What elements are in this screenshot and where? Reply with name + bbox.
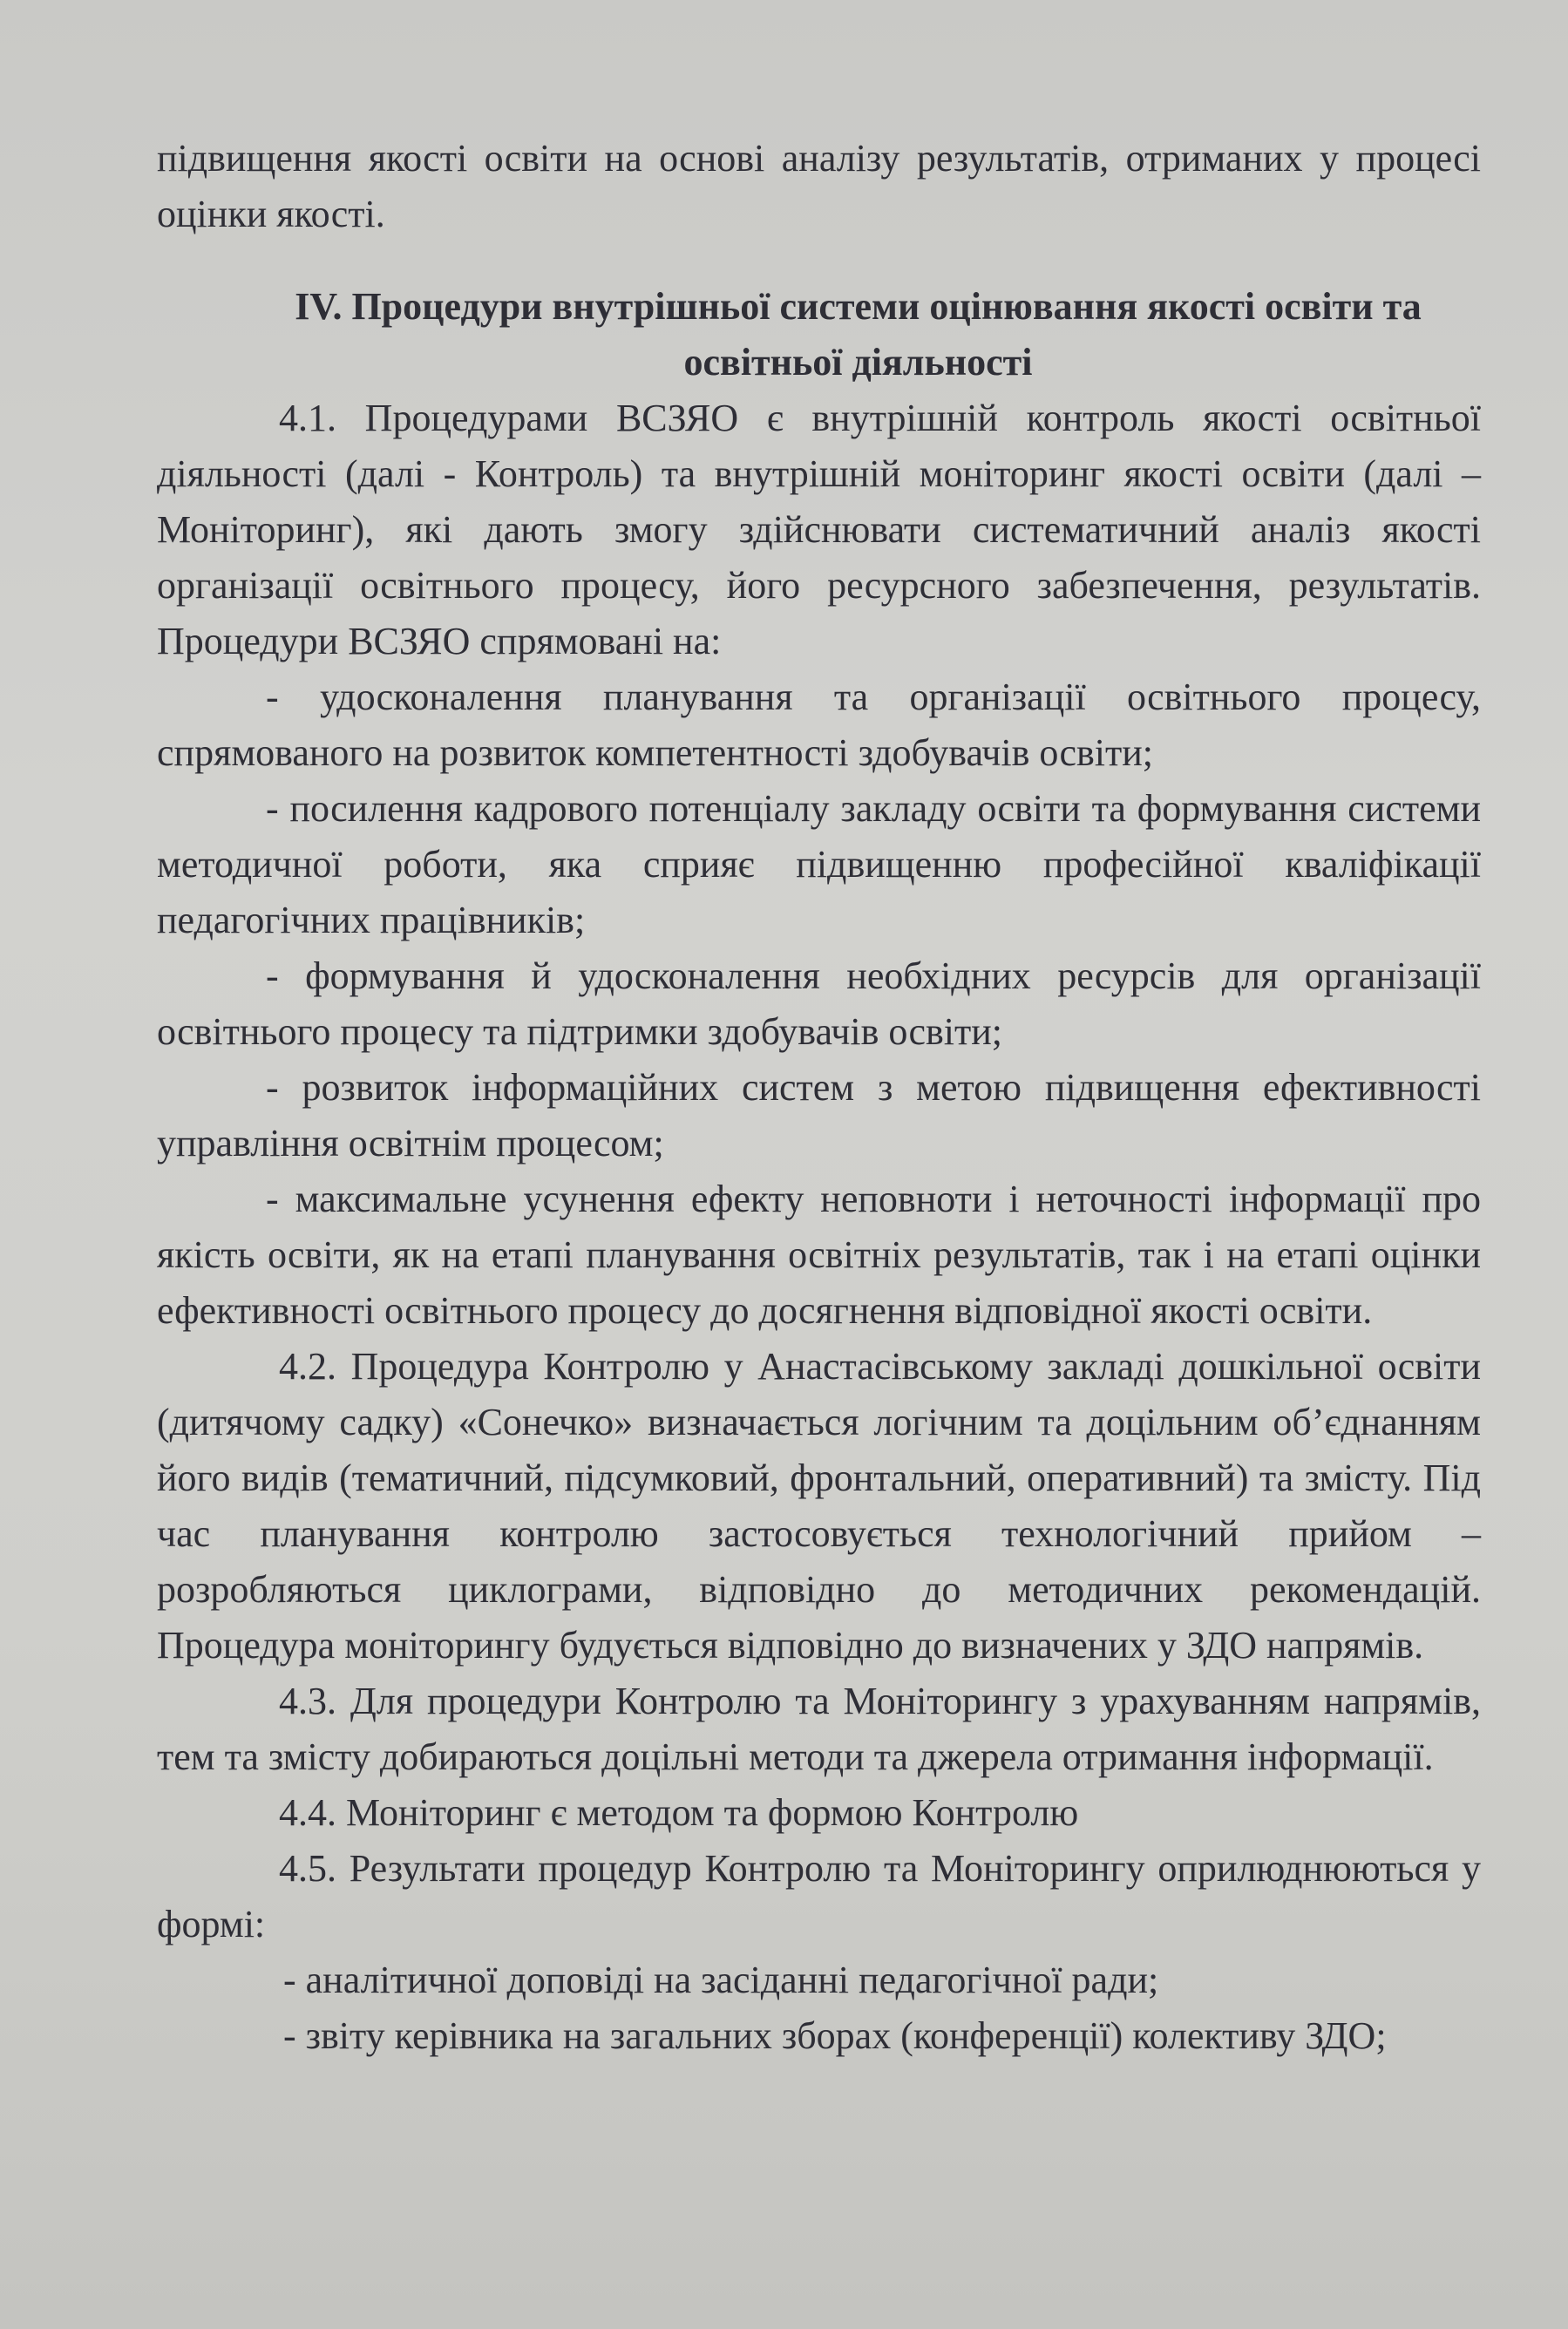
paragraph-4-1: 4.1. Процедурами ВСЗЯО є внутрішній контроль якості освітньої діяльності (далі - Контроль) та внутрішній моніторинг якості освіти (далі – Моніторинг), які дають змогу здійснювати систематичний аналіз якості організації освітнього процесу, його ресурсного забезпечення, результатів. Процедури ВСЗЯО спрямовані на: <box>157 397 1481 662</box>
list-item: - аналітичної доповіді на засіданні педагогічної ради; <box>283 1959 1159 2001</box>
list-item: - звіту керівника на загальних зборах (конференції) колективу ЗДО; <box>283 2014 1387 2057</box>
paragraph-4-3: 4.3. Для процедури Контролю та Моніторингу з урахуванням напрямів, тем та змісту добираються доцільні методи та джерела отримання інформації. <box>157 1680 1481 1778</box>
section-heading-line1: IV. Процедури внутрішньої системи оцінювання якості освіти та <box>295 285 1422 328</box>
bullet-paragraph-5: - максимальне усунення ефекту неповноти і неточності інформації про якість освіти, як на етапі планування освітніх результатів, так і на етапі оцінки ефективності освітнього процесу до досягнення відповідної якості освіти. <box>157 1178 1481 1332</box>
bullet-paragraph-2: - посилення кадрового потенціалу закладу освіти та формування системи методичної роботи, яка сприяє підвищенню професійної кваліфікації педагогічних працівників; <box>157 787 1481 941</box>
intro-paragraph: підвищення якості освіти на основі аналізу результатів, отриманих у процесі оцінки якості. <box>157 137 1481 235</box>
section-heading-line2: освітньої діяльності <box>683 341 1033 384</box>
paragraph-4-5: 4.5. Результати процедур Контролю та Моніторингу оприлюднюються у формі: <box>157 1847 1481 1945</box>
bullet-paragraph-3: - формування й удосконалення необхідних ресурсів для організації освітнього процесу та підтримки здобувачів освіти; <box>157 954 1481 1053</box>
bullet-paragraph-4: - розвиток інформаційних систем з метою підвищення ефективності управління освітнім процесом; <box>157 1066 1481 1164</box>
paragraph-4-4: 4.4. Моніторинг є методом та формою Контролю <box>279 1791 1079 1834</box>
paragraph-4-2: 4.2. Процедура Контролю у Анастасівському закладі дошкільної освіти (дитячому садку) «Сонечко» визначається логічним та доцільним об’єднанням його видів (тематичний, підсумковий, фронтальний, оперативний) та змісту. Під час планування контролю застосовується технологічний прийом – розробляються циклограми, відповідно до методичних рекомендацій. Процедура моніторингу будується відповідно до визначених у ЗДО напрямів. <box>157 1345 1481 1667</box>
results-form-list <box>157 1952 1481 2064</box>
bullet-paragraph-1: - удосконалення планування та організації освітнього процесу, спрямованого на розвиток компетентності здобувачів освіти; <box>157 676 1481 774</box>
section-heading <box>157 279 1481 390</box>
